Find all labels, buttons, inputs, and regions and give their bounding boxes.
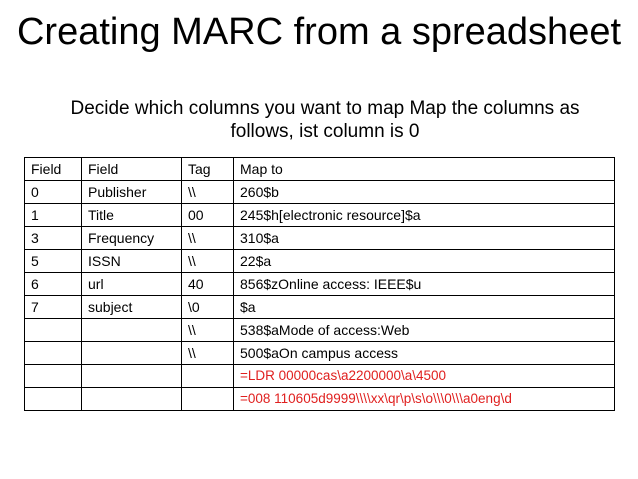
table-cell: 7 — [25, 296, 82, 319]
table-row — [25, 273, 615, 296]
table-cell: 3 — [25, 227, 82, 250]
table-cell: \0 — [182, 296, 234, 319]
table-cell: $a — [234, 296, 615, 319]
ldr-cell: =LDR 00000cas\a2200000\a\4500 — [234, 365, 615, 388]
table-header-row — [25, 158, 615, 181]
table-row — [25, 388, 615, 411]
field-008-cell: =008 110605d9999\\\\xx\qr\p\s\o\\\0\\\a0eng\d — [234, 388, 615, 411]
table-cell: subject — [82, 296, 182, 319]
table-cell: 0 — [25, 181, 82, 204]
mapping-table — [24, 157, 615, 411]
table-cell: url — [82, 273, 182, 296]
table-cell: \\ — [182, 319, 234, 342]
table-cell: \\ — [182, 250, 234, 273]
table-cell: 500$aOn campus access — [234, 342, 615, 365]
header-cell: Map to — [234, 158, 615, 181]
header-cell: Tag — [182, 158, 234, 181]
table-cell: Publisher — [82, 181, 182, 204]
table-row — [25, 250, 615, 273]
table-row — [25, 319, 615, 342]
slide-subtitle: Decide which columns you want to map Map the columns as follows, ist column is 0 — [70, 98, 580, 142]
table-row — [25, 365, 615, 388]
table-cell: 310$a — [234, 227, 615, 250]
table-cell — [182, 365, 234, 388]
table-row — [25, 181, 615, 204]
table-cell: \\ — [182, 181, 234, 204]
table-cell — [25, 319, 82, 342]
table-row — [25, 342, 615, 365]
table-cell: \\ — [182, 227, 234, 250]
table-cell: 00 — [182, 204, 234, 227]
table-cell: 856$zOnline access: IEEE$u — [234, 273, 615, 296]
slide-title: Creating MARC from a spreadsheet — [16, 11, 622, 53]
table-cell: 22$a — [234, 250, 615, 273]
table-cell — [82, 342, 182, 365]
table-cell: 245$h[electronic resource]$a — [234, 204, 615, 227]
table-cell — [82, 319, 182, 342]
header-cell: Field — [82, 158, 182, 181]
table-cell — [182, 388, 234, 411]
table-cell — [25, 388, 82, 411]
table-cell — [25, 342, 82, 365]
table-cell: ISSN — [82, 250, 182, 273]
table-cell: 260$b — [234, 181, 615, 204]
table-cell: 5 — [25, 250, 82, 273]
table-cell — [82, 388, 182, 411]
table-cell: 1 — [25, 204, 82, 227]
header-cell: Field — [25, 158, 82, 181]
table-row — [25, 227, 615, 250]
table-row — [25, 204, 615, 227]
table-cell: Title — [82, 204, 182, 227]
table-cell: \\ — [182, 342, 234, 365]
table-cell: 6 — [25, 273, 82, 296]
table-cell — [25, 365, 82, 388]
table-cell: 40 — [182, 273, 234, 296]
table-row — [25, 296, 615, 319]
table-cell — [82, 365, 182, 388]
table-cell: Frequency — [82, 227, 182, 250]
table-cell: 538$aMode of access:Web — [234, 319, 615, 342]
